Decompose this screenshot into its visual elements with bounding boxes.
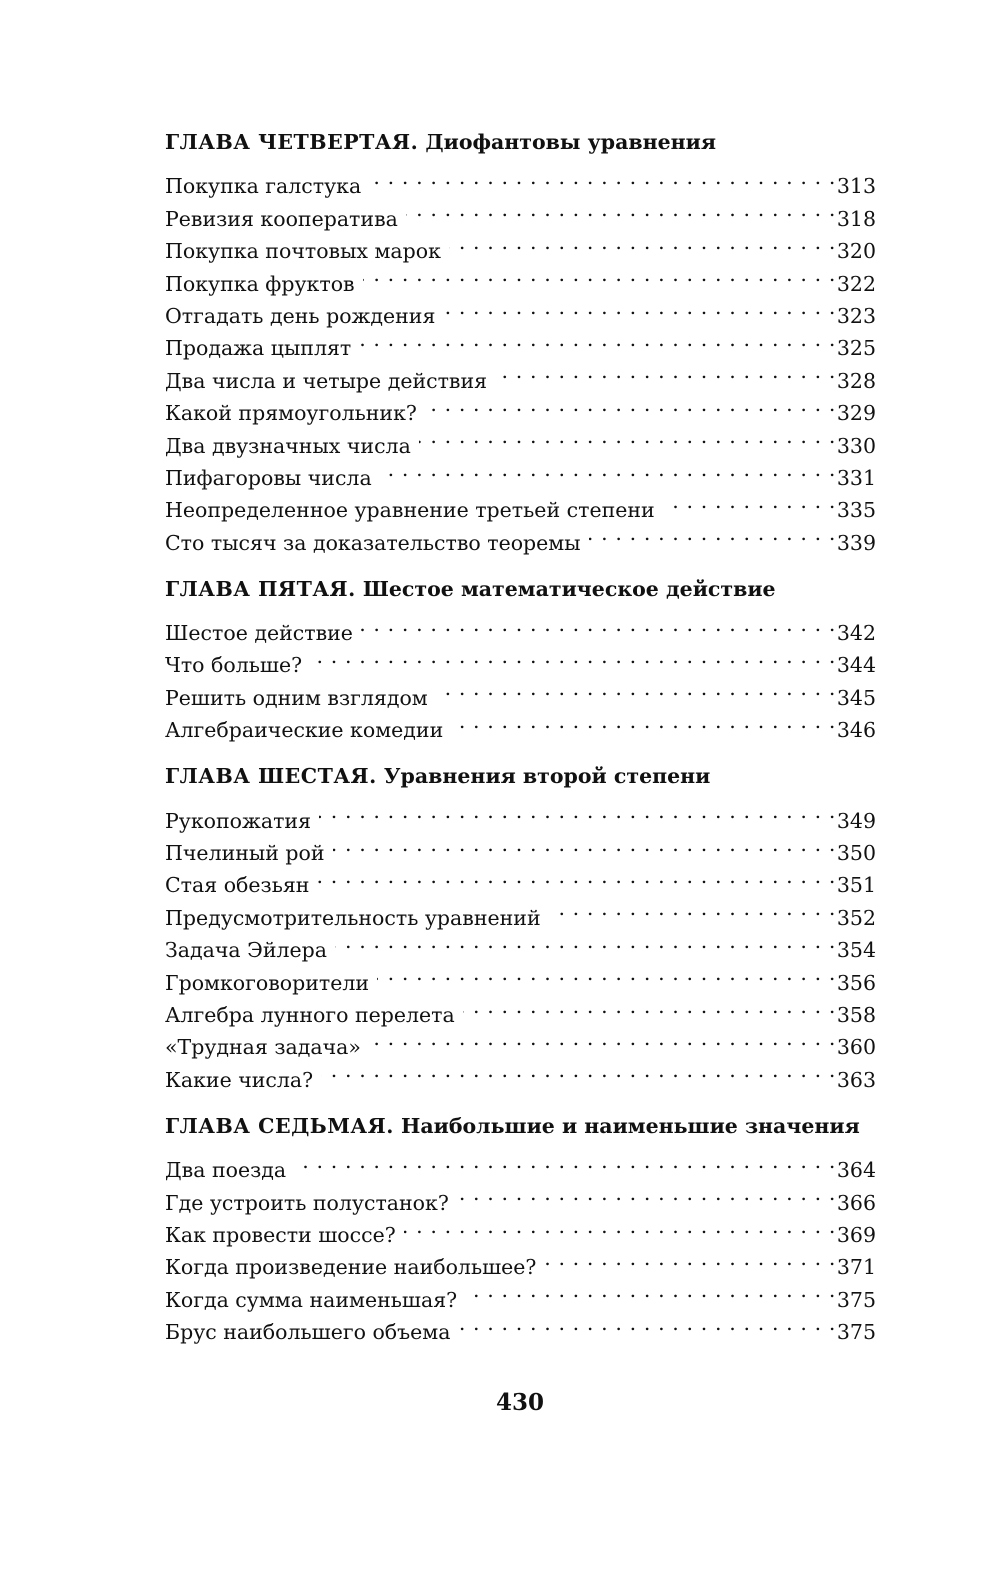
entry-title: Продажа цыплят — [165, 336, 352, 361]
entry-page-number: 313 — [836, 174, 876, 199]
toc-entry — [165, 608, 876, 646]
entry-page-number: 344 — [836, 653, 876, 678]
dot-leader — [321, 1054, 836, 1086]
entry-title: Стая обезьян — [165, 873, 310, 898]
chapter-title: Наибольшие и наименьшие значения — [400, 1113, 860, 1138]
dot-leader — [359, 323, 836, 355]
entry-page-number: 325 — [836, 336, 876, 361]
chapter-section — [165, 761, 876, 1092]
chapter-title: Шестое математическое действие — [362, 576, 776, 601]
dot-leader — [319, 795, 836, 827]
entry-page-number: 329 — [836, 401, 876, 426]
entry-page-number: 360 — [836, 1035, 876, 1060]
dot-leader — [589, 517, 836, 549]
entry-page-number: 339 — [836, 530, 876, 555]
entry-title: Решить одним взглядом — [165, 685, 428, 710]
entry-title: Что больше? — [165, 653, 303, 678]
chapter-section — [165, 574, 876, 743]
entry-page-number: 375 — [836, 1320, 876, 1345]
dot-leader — [663, 485, 836, 517]
entry-page-number: 318 — [836, 206, 876, 231]
toc-entry — [165, 795, 876, 833]
dot-leader — [457, 1177, 836, 1209]
chapter-section — [165, 1111, 876, 1345]
chapter-label: ГЛАВА ШЕСТАЯ. — [165, 764, 377, 789]
entry-page-number: 345 — [836, 685, 876, 710]
entry-page-number: 363 — [836, 1067, 876, 1092]
entry-title: Покупка почтовых марок — [165, 239, 441, 264]
dot-leader — [425, 388, 836, 420]
dot-leader — [310, 640, 836, 672]
dot-leader — [363, 258, 836, 290]
dot-leader — [544, 1242, 836, 1274]
entry-page-number: 346 — [836, 718, 876, 743]
entry-page-number: 356 — [836, 970, 876, 995]
entry-title: «Трудная задача» — [165, 1035, 361, 1060]
chapter-title: Уравнения второй степени — [383, 764, 711, 789]
entry-title: Шестое действие — [165, 621, 353, 646]
entry-title: Какой прямоугольник? — [165, 401, 417, 426]
entry-title: Два поезда — [165, 1158, 287, 1183]
dot-leader — [451, 705, 836, 737]
chapter-heading — [165, 1111, 876, 1142]
page-number: 430 — [495, 1389, 544, 1416]
entry-title: Рукопожатия — [165, 808, 312, 833]
entry-title: Задача Эйлера — [165, 938, 327, 963]
dot-leader — [406, 193, 836, 225]
chapter-title: Диофантовы уравнения — [425, 130, 716, 154]
dot-leader — [404, 1210, 836, 1242]
entry-page-number: 322 — [836, 271, 876, 296]
toc-entry — [165, 1145, 876, 1183]
chapter-label: ГЛАВА ЧЕТВЕРТАЯ. — [165, 130, 419, 154]
entry-title: Предусмотрительность уравнений — [165, 905, 541, 930]
entry-title: Брус наибольшего объема — [165, 1320, 451, 1345]
dot-leader — [549, 892, 836, 924]
entry-title: Два двузначных числа — [165, 433, 411, 458]
chapter-heading — [165, 761, 876, 792]
entry-page-number: 366 — [836, 1190, 876, 1215]
chapter-section — [165, 127, 876, 555]
entry-title: Пчелиный рой — [165, 841, 325, 866]
chapter-label: ГЛАВА СЕДЬМАЯ. — [165, 1113, 394, 1138]
entry-page-number: 369 — [836, 1222, 876, 1247]
dot-leader — [419, 420, 836, 452]
entry-title: Как провести шоссе? — [165, 1222, 396, 1247]
entry-page-number: 375 — [836, 1287, 876, 1312]
dot-leader — [458, 1307, 836, 1339]
dot-leader — [335, 925, 836, 957]
entry-title: Сто тысяч за доказательство теоремы — [165, 530, 581, 555]
entry-page-number: 350 — [836, 841, 876, 866]
dot-leader — [449, 226, 836, 258]
entry-title: Громкоговорители — [165, 970, 370, 995]
entry-title: Покупка фруктов — [165, 271, 355, 296]
chapter-heading — [165, 127, 876, 158]
entry-title: Отгадать день рождения — [165, 303, 436, 328]
chapter-heading — [165, 574, 876, 605]
entry-title: Где устроить полустанок? — [165, 1190, 449, 1215]
entry-page-number: 328 — [836, 368, 876, 393]
entry-title: Ревизия кооператива — [165, 206, 398, 231]
entry-title: Какие числа? — [165, 1067, 314, 1092]
entry-page-number: 358 — [836, 1002, 876, 1027]
entry-title: Алгебраические комедии — [165, 718, 444, 743]
toc-entry — [165, 161, 876, 199]
entry-page-number: 371 — [836, 1255, 876, 1280]
entry-page-number: 320 — [836, 239, 876, 264]
entry-page-number: 349 — [836, 808, 876, 833]
dot-leader — [436, 672, 836, 704]
entry-title: Два числа и четыре действия — [165, 368, 488, 393]
entry-title: Покупка галстука — [165, 174, 362, 199]
entry-page-number: 351 — [836, 873, 876, 898]
entry-title: Когда произведение наибольшее? — [165, 1255, 537, 1280]
dot-leader — [369, 1022, 836, 1054]
dot-leader — [361, 608, 836, 640]
dot-leader — [333, 828, 836, 860]
entry-title: Неопределенное уравнение третьей степени — [165, 498, 655, 523]
dot-leader — [465, 1274, 836, 1306]
entry-page-number: 323 — [836, 303, 876, 328]
dot-leader — [443, 291, 836, 323]
entry-page-number: 330 — [836, 433, 876, 458]
entry-page-number: 331 — [836, 465, 876, 490]
dot-leader — [495, 355, 836, 387]
table-of-contents — [165, 127, 876, 1345]
entry-title: Когда сумма наименьшая? — [165, 1287, 458, 1312]
entry-page-number: 335 — [836, 498, 876, 523]
entry-title: Алгебра лунного перелета — [165, 1002, 455, 1027]
dot-leader — [317, 860, 836, 892]
dot-leader — [369, 161, 836, 193]
dot-leader — [377, 957, 836, 989]
dot-leader — [463, 990, 836, 1022]
entry-page-number: 354 — [836, 938, 876, 963]
chapter-label: ГЛАВА ПЯТАЯ. — [165, 576, 356, 601]
entry-title: Пифагоровы числа — [165, 465, 372, 490]
entry-page-number: 364 — [836, 1158, 876, 1183]
entry-page-number: 352 — [836, 905, 876, 930]
entry-page-number: 342 — [836, 621, 876, 646]
dot-leader — [294, 1145, 836, 1177]
dot-leader — [380, 453, 836, 485]
